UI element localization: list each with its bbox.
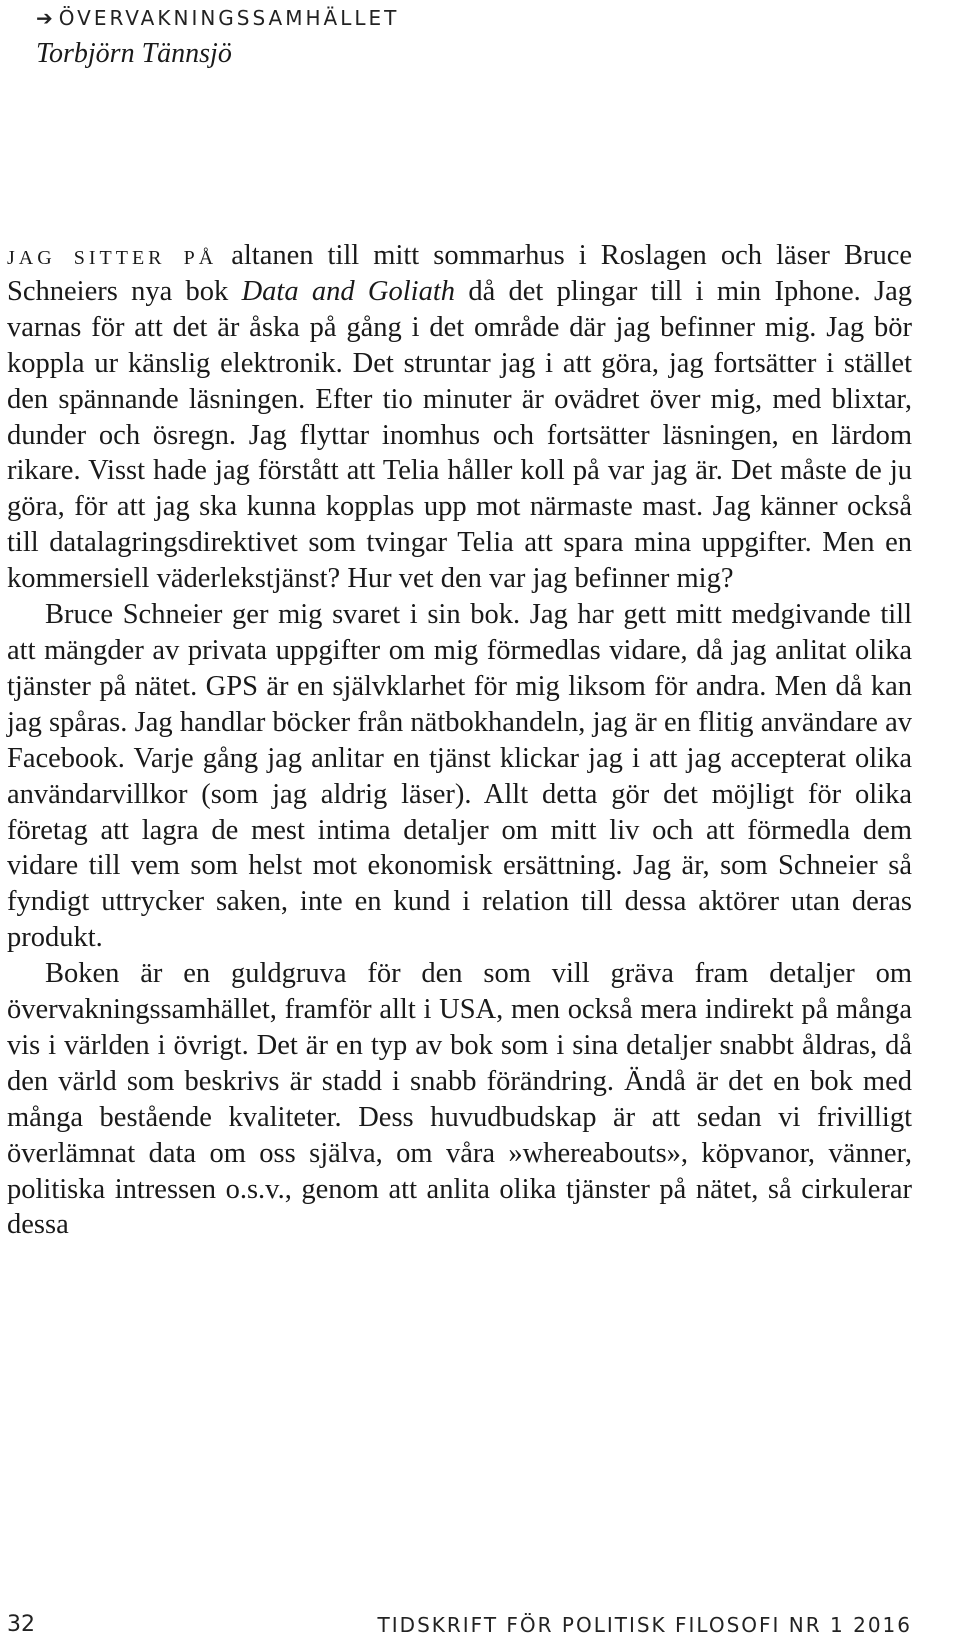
paragraph-1-text-b: då det plingar till i min Iphone. Jag varnas för att det är åska på gång i det område där jag befinner mig. Jag bör koppla ur känslig elektronik. Det struntar jag i att göra, jag fortsätter i stället den spännande läsningen. Efter tio minuter är ovädret över mig, med blixtar, dunder och ösregn. Jag flyttar inomhus och fortsätter läsningen, en lärdom rikare. Visst hade jag förstått att Telia håller koll på var jag är. Det måste de ju göra, för att jag ska kunna kopplas upp mot närmaste mast. Jag känner också till datalagringsdirektivet som tvingar Telia att spara mina uppgifter. Men en kommersiell väderlekstjänst? Hur vet den var jag befinner mig?: [7, 275, 913, 595]
page-number: 32: [7, 1612, 35, 1637]
book-title: Data and Goliath: [241, 275, 456, 307]
page-footer: [7, 1605, 912, 1645]
paragraph-1-text-a: altanen till mitt sommarhus i Roslagen och läser Bruce Schneiers nya bok: [7, 240, 912, 307]
paragraph-1: [7, 238, 912, 597]
paragraph-3: Boken är en guldgruva för den som vill gräva fram detaljer om övervakningssamhället, framför allt i USA, men också mera indirekt på många vis i världen i övrigt. Det är en typ av bok som i sina detaljer snabbt åldras, då den värld som beskrivs är stadd i snabb förändring. Ändå är det en bok med många bestående kvaliteter. Dess huvudbudskap är att sedan vi frivilligt överlämnat data om oss själva, om våra »whereabouts», köpvanor, vänner, politiska intressen o.s.v., genom att anlita olika tjänster på nätet, så cirkulerar dessa: [7, 958, 912, 1241]
author-name: Torbjörn Tännsjö: [36, 38, 232, 69]
page-header: [36, 4, 936, 72]
section-title: ÖVERVAKNINGSSAMHÄLLET: [58, 6, 400, 30]
arrow-right-icon: ➔: [36, 6, 53, 30]
paragraph-2: Bruce Schneier ger mig svaret i sin bok. Jag har gett mitt medgivande till att mängder av privata uppgifter om mig förmedlas vidare, då jag anlitat olika tjänster på nätet. GPS är en självklarhet för mig liksom för andra. Men då kan jag spåras. Jag handlar böcker från nätbokhandeln, jag är en flitig användare av Facebook. Varje gång jag anlitar en tjänst klickar jag i att jag accepterat olika användarvillkor (som jag aldrig läser). Allt detta gör det möjligt för olika företag att lagra de mest intima detaljer om mitt liv och att förmedla dem vidare till vem som helst mot ekonomisk ersättning. Jag är, som Schneier så fyndigt uttrycker saken, inte en kund i relation till dessa aktörer utan deras produkt.: [7, 599, 912, 954]
article-body: [7, 238, 912, 1243]
journal-name: TIDSKRIFT FÖR POLITISK FILOSOFI NR 1 2016: [377, 1613, 912, 1637]
section-heading: [36, 4, 936, 32]
lead-in-small-caps: jag sitter på: [7, 240, 218, 271]
